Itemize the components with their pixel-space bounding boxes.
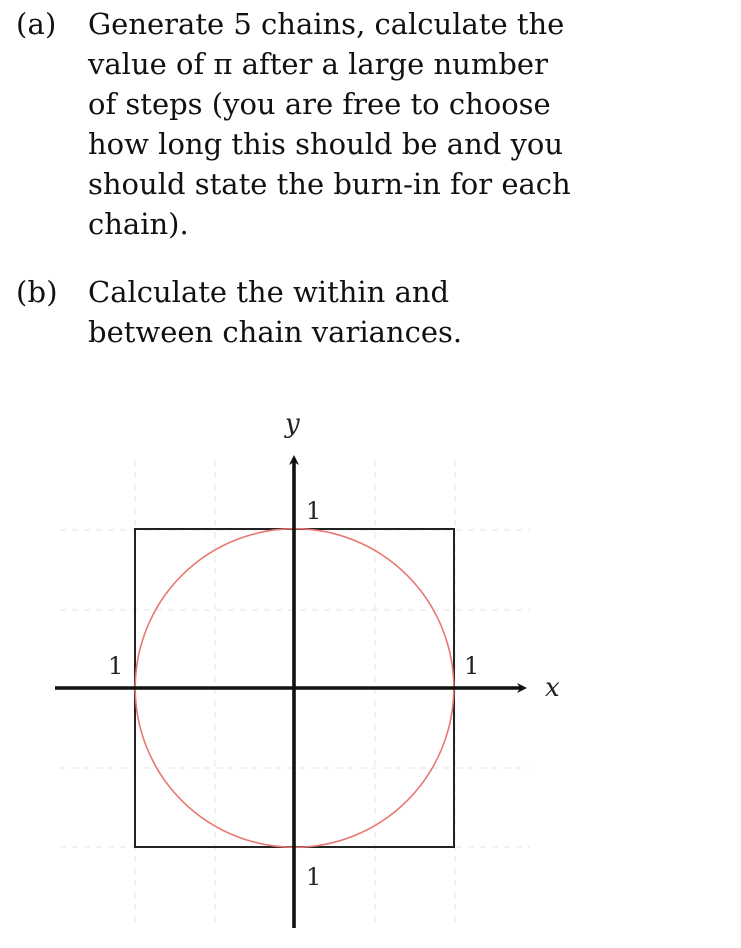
- x-axis-label: x: [545, 673, 560, 703]
- tick-label-left: 1: [108, 652, 124, 680]
- part-a-line: should state the burn-in for each: [88, 167, 571, 201]
- part-a-line: how long this should be and you: [88, 127, 564, 161]
- part-a-line: chain).: [88, 207, 189, 241]
- y-axis-label: y: [285, 409, 300, 439]
- part-b-line: between chain variances.: [88, 315, 463, 349]
- part-a-line: of steps (you are free to choose: [88, 87, 551, 121]
- tick-label-bottom: 1: [306, 863, 322, 891]
- tick-label-top: 1: [306, 497, 322, 525]
- part-a-label: (a): [16, 7, 57, 41]
- part-b-label: (b): [16, 275, 58, 309]
- part-b-line: Calculate the within and: [88, 275, 450, 309]
- part-a-line: value of π after a large number: [88, 47, 548, 81]
- part-a-line: Generate 5 chains, calculate the: [88, 7, 565, 41]
- tick-label-right: 1: [464, 652, 480, 680]
